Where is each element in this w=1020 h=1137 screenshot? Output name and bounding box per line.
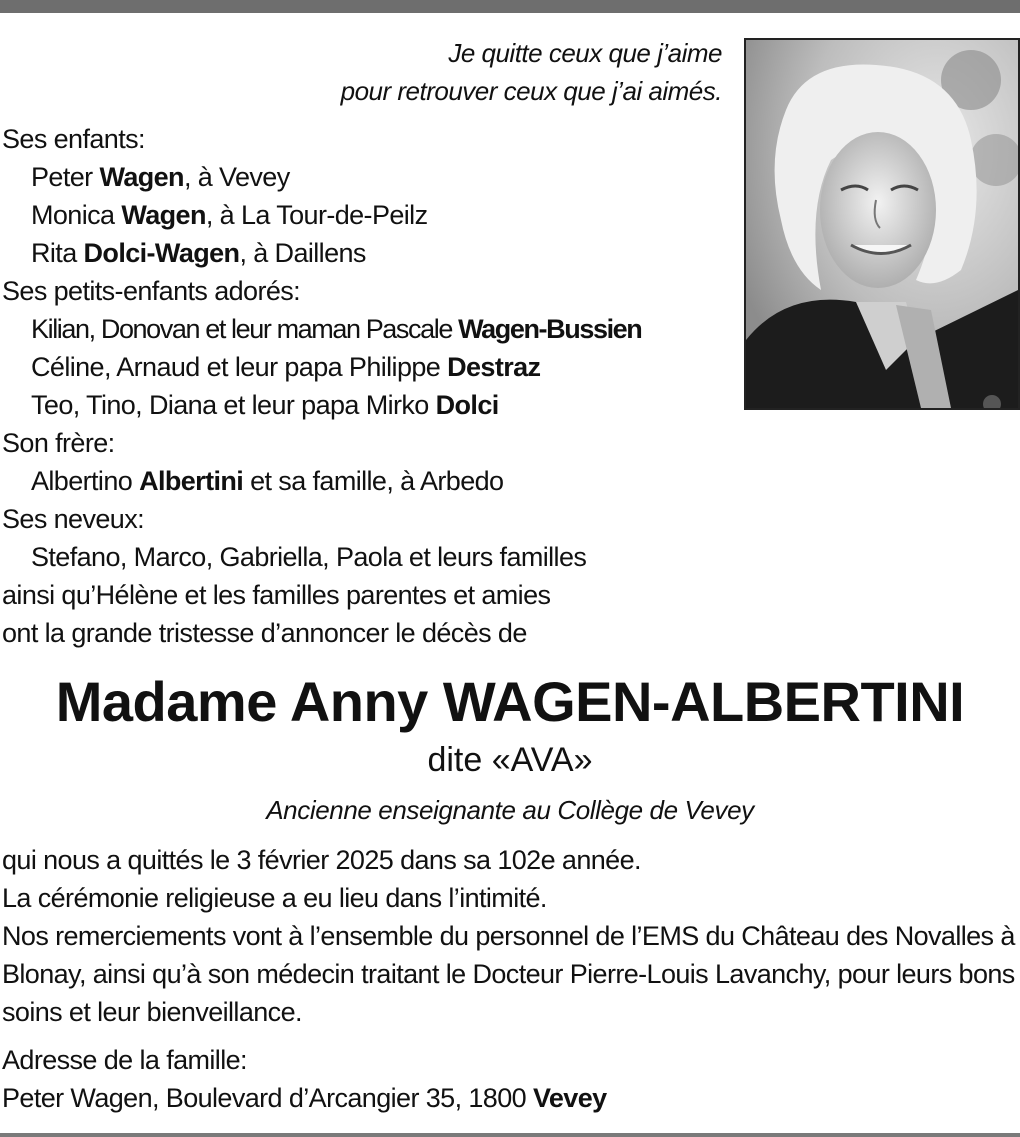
- child-entry: [2, 158, 742, 196]
- grandchild-surname: Destraz: [447, 352, 541, 382]
- child-place: , à Vevey: [183, 162, 290, 192]
- brother-rest: et sa famille, à Arbedo: [243, 466, 504, 496]
- child-entry: [2, 196, 742, 234]
- brother-entry: [2, 462, 742, 500]
- brother-heading: Son frère:: [2, 428, 115, 458]
- address-line: [2, 1079, 1018, 1117]
- grandchild-names: Céline, Arnaud et leur papa Philippe: [31, 352, 448, 382]
- announcement-line-1: qui nous a quittés le 3 février 2025 dans sa 102e année.: [2, 845, 641, 875]
- announcement-line-2: La cérémonie religieuse a eu lieu dans l’intimité.: [2, 883, 547, 913]
- children-heading: Ses enfants:: [2, 124, 145, 154]
- deceased-name: Madame Anny WAGEN-ALBERTINI: [55, 670, 965, 733]
- deceased-alias: dite «AVA»: [427, 741, 593, 779]
- child-place: , à La Tour-de-Peilz: [205, 200, 428, 230]
- grandchild-names: Teo, Tino, Diana et leur papa Mirko: [31, 390, 436, 420]
- epigraph-line-1: Je quitte ceux que j’aime: [448, 38, 722, 68]
- child-given-name: Monica: [31, 200, 122, 230]
- child-place: , à Daillens: [239, 238, 366, 268]
- bottom-rule: [0, 1133, 1020, 1137]
- nephews-heading: Ses neveux:: [2, 504, 144, 534]
- closing-line-2: ont la grande tristesse d’annoncer le décès de: [2, 618, 527, 648]
- announcement-thanks: Nos remerciements vont à l’ensemble du personnel de l’EMS du Château des Novalles à Blonay, ainsi qu’à son médecin traitant le Docteur Pierre-Louis Lavanchy, pour leurs bons soins et leur bienveillance.: [2, 921, 1015, 1027]
- address-city: Vevey: [532, 1083, 607, 1113]
- grandchild-entry: [2, 348, 742, 386]
- address-heading: Adresse de la famille:: [2, 1045, 247, 1075]
- child-surname: Wagen: [121, 200, 206, 230]
- portrait-photo: [744, 38, 1020, 410]
- grandchildren-heading: Ses petits-enfants adorés:: [2, 276, 301, 306]
- portrait-illustration: [746, 40, 1018, 408]
- address-street: Peter Wagen, Boulevard d’Arcangier 35, 1800: [2, 1083, 533, 1113]
- grandchild-names: Kilian, Donovan et leur maman Pascale: [31, 314, 459, 344]
- announcement-body: [2, 841, 1018, 1031]
- family-address: [2, 1041, 1018, 1117]
- child-surname: Wagen: [99, 162, 184, 192]
- deceased-role: Ancienne enseignante au Collège de Vevey: [266, 795, 754, 825]
- top-rule: [0, 0, 1020, 13]
- child-given-name: Peter: [31, 162, 100, 192]
- child-surname: Dolci-Wagen: [83, 238, 240, 268]
- child-given-name: Rita: [31, 238, 84, 268]
- epigraph: [240, 34, 722, 110]
- grandchild-surname: Dolci: [435, 390, 499, 420]
- child-entry: [2, 234, 742, 272]
- grandchild-entry: [2, 386, 742, 424]
- grandchild-surname: Wagen-Bussien: [458, 314, 642, 344]
- grandchild-entry: [2, 310, 742, 348]
- family-list: [2, 120, 742, 652]
- brother-surname: Albertini: [139, 466, 244, 496]
- nephews-entry: Stefano, Marco, Gabriella, Paola et leurs familles: [31, 542, 587, 572]
- closing-line-1: ainsi qu’Hélène et les familles parentes et amies: [2, 580, 551, 610]
- brother-given-name: Albertino: [31, 466, 140, 496]
- epigraph-line-2: pour retrouver ceux que j’ai aimés.: [340, 76, 722, 106]
